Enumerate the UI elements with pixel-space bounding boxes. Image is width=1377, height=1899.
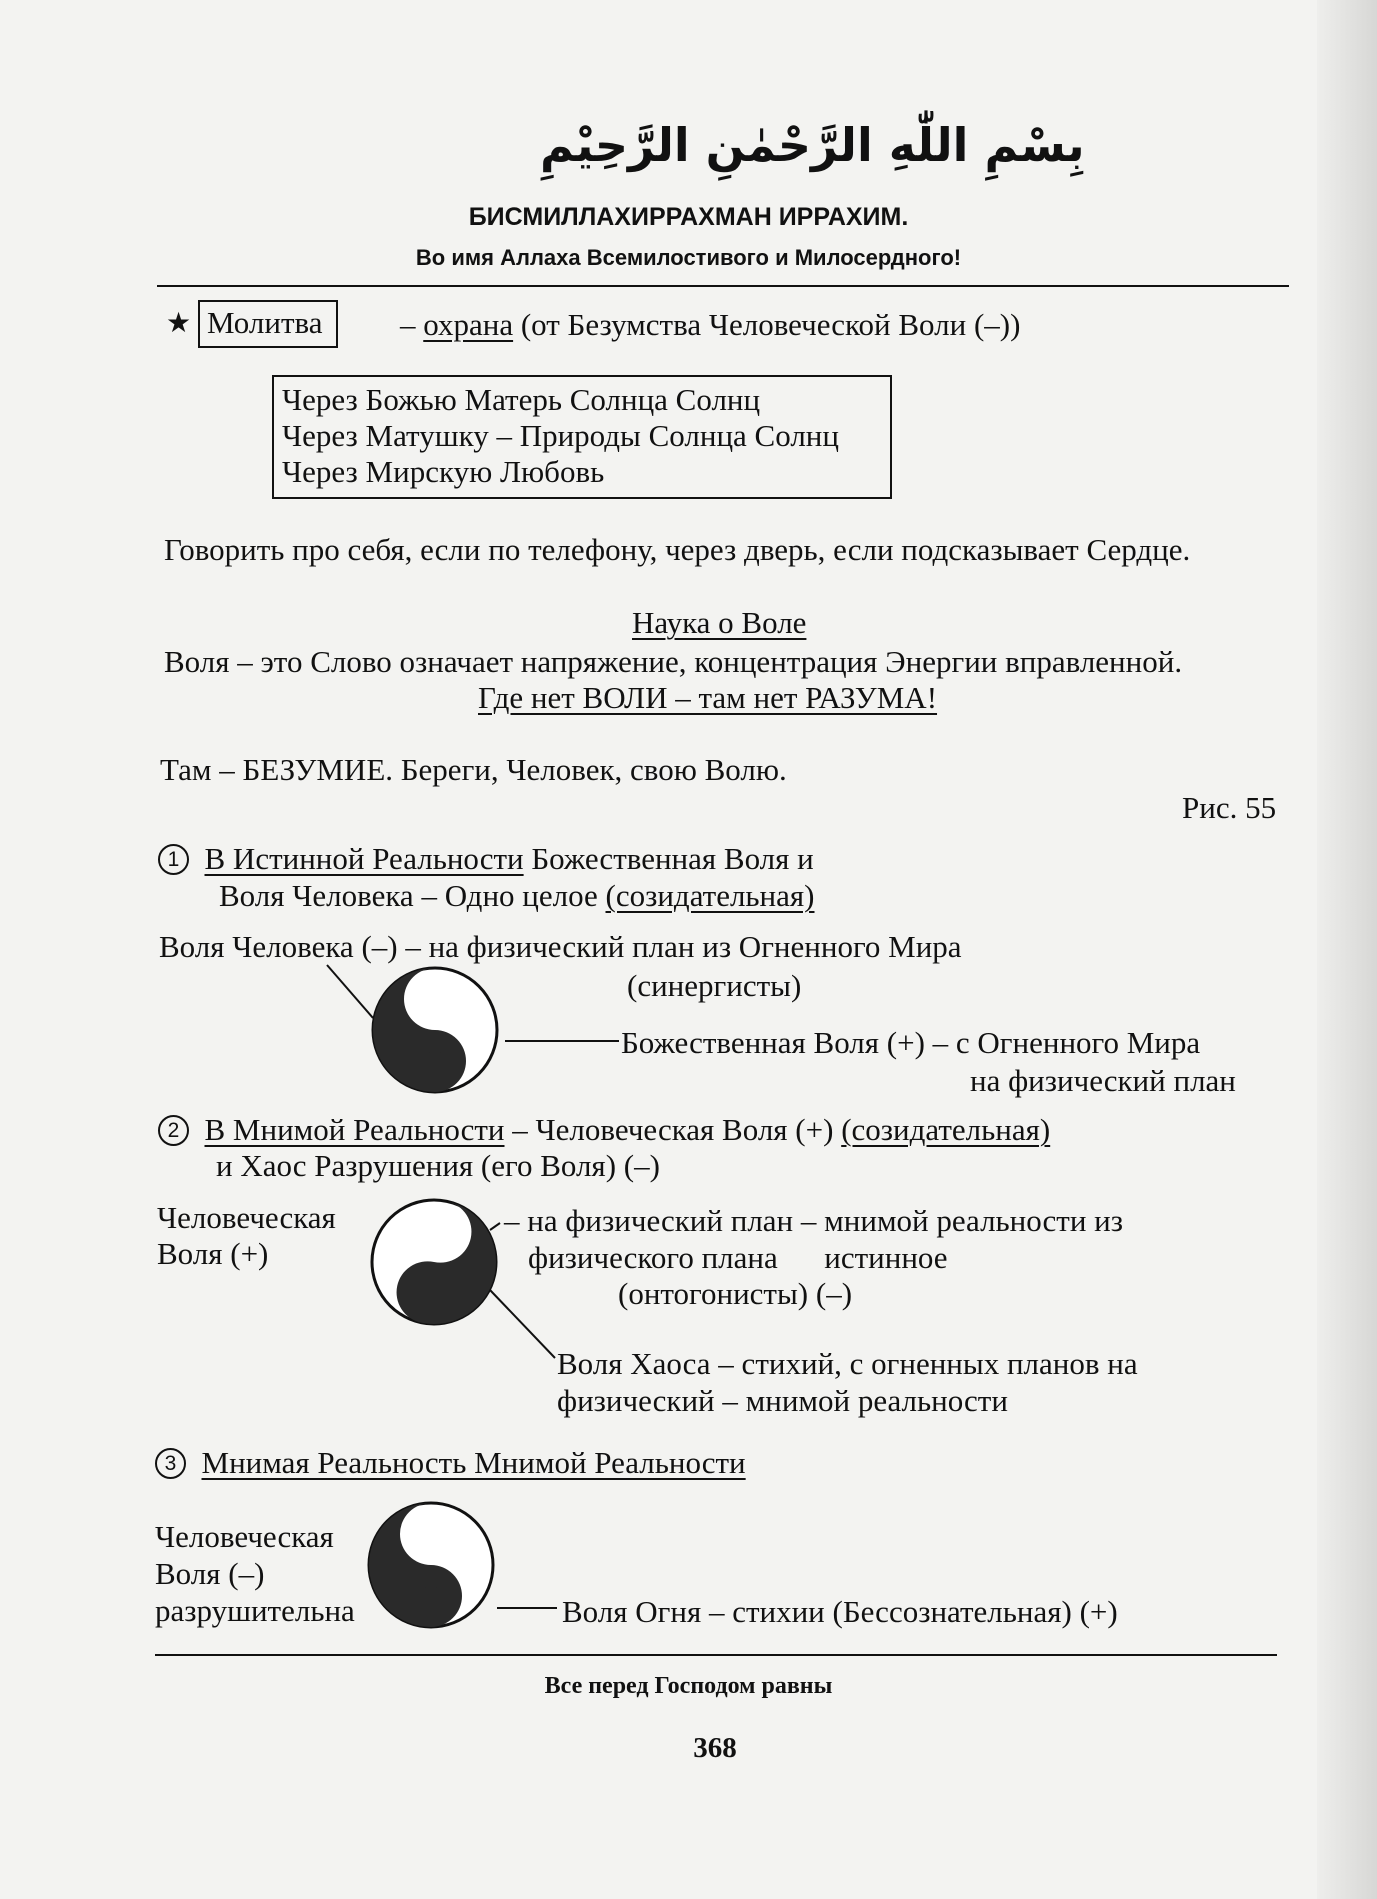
section2-right2: физического плана истинное [528,1240,948,1275]
leader-line-2b [490,1290,555,1358]
prayer-guard-line: – охрана (от Безумства Человеческой Воли (–)) [400,307,1021,342]
section2-right1: – на физический план – мнимой реальности из [504,1203,1124,1238]
science-warning: Там – БЕЗУМИЕ. Береги, Человек, свою Волю. [160,752,787,787]
section2-left2: Воля (+) [157,1236,269,1271]
section1-line2-underlined: (созидательная) [605,878,815,913]
section2-number: 2 [158,1115,189,1146]
section1-right-label2: на физический план [970,1063,1236,1098]
science-motto: Где нет ВОЛИ – там нет РАЗУМА! [478,680,938,715]
footer-motto: Все перед Господом равны [544,1673,833,1699]
yin-yang-icon-1 [373,968,497,1092]
leader-line-1a [327,965,373,1018]
section3-title: Мнимая Реальность Мнимой Реальности [201,1445,746,1480]
prayer-guard-rest: (от Безумства Человеческой Воли (–)) [513,307,1021,342]
section1-left-label2: (синергисты) [627,968,802,1003]
yin-yang-icon-3 [369,1503,493,1627]
section2-bottom1: Воля Хаоса – стихий, с огненных планов на [557,1346,1138,1381]
section3-left2: Воля (–) [155,1556,265,1591]
section2-title: В Мнимой Реальности [204,1112,505,1147]
section1-number: 1 [158,844,189,875]
section2-title-rest: – Человеческая Воля (+) [504,1112,842,1147]
section1-line2: Воля Человека – Одно целое (созидательная) [219,878,815,913]
section3-number: 3 [155,1448,186,1479]
section1-title-rest: Божественная Воля и [523,841,814,876]
prayer-line-1: Через Божью Матерь Солнца Солнц [282,382,761,417]
prayer-star: ★ [166,308,192,339]
prayer-line-2: Через Матушку – Природы Солнца Солнц [282,418,839,453]
section3-right: Воля Огня – стихии (Бессознательная) (+) [562,1594,1118,1629]
page-number: 368 [693,1732,737,1764]
section2-bottom2: физический – мнимой реальности [557,1383,1008,1418]
yin-yang-icon-2 [360,1188,507,1335]
instruction-text: Говорить про себя, если по телефону, через дверь, если подсказывает Сердце. [164,532,1191,567]
header-title: БИСМИЛЛАХИРРАХМАН ИРРАХИМ. [468,203,909,231]
science-heading: Наука о Воле [632,605,807,640]
footer-rule [155,1654,1277,1656]
section2-left1: Человеческая [157,1200,336,1235]
arabic-calligraphy: بِسْمِ اللّٰهِ الرَّحْمٰنِ الرَّحِيْمِ [540,118,1085,172]
section1-right-label: Божественная Воля (+) – с Огненного Мира [621,1025,1201,1060]
prayer-line-3: Через Мирскую Любовь [282,454,605,489]
science-definition: Воля – это Слово означает напряжение, концентрация Энергии вправленной. [164,644,1183,679]
section1-left-label: Воля Человека (–) – на физический план из Огненного Мира [159,929,962,964]
section3-left3: разрушительна [155,1593,355,1628]
header-subtitle: Во имя Аллаха Всемилостивого и Милосердного! [415,245,962,270]
leader-line-2a [490,1223,500,1230]
section2-right3: (онтогонисты) (–) [618,1276,853,1311]
section2-title-underlined: (созидательная) [841,1112,1051,1147]
section1-title: В Истинной Реальности [204,841,524,876]
section2-line2: и Хаос Разрушения (его Воля) (–) [216,1148,660,1183]
section3-left1: Человеческая [155,1519,334,1554]
figure-label: Рис. 55 [1182,790,1277,825]
prayer-label: Молитва [207,305,323,340]
prayer-guard: охрана [423,307,514,342]
